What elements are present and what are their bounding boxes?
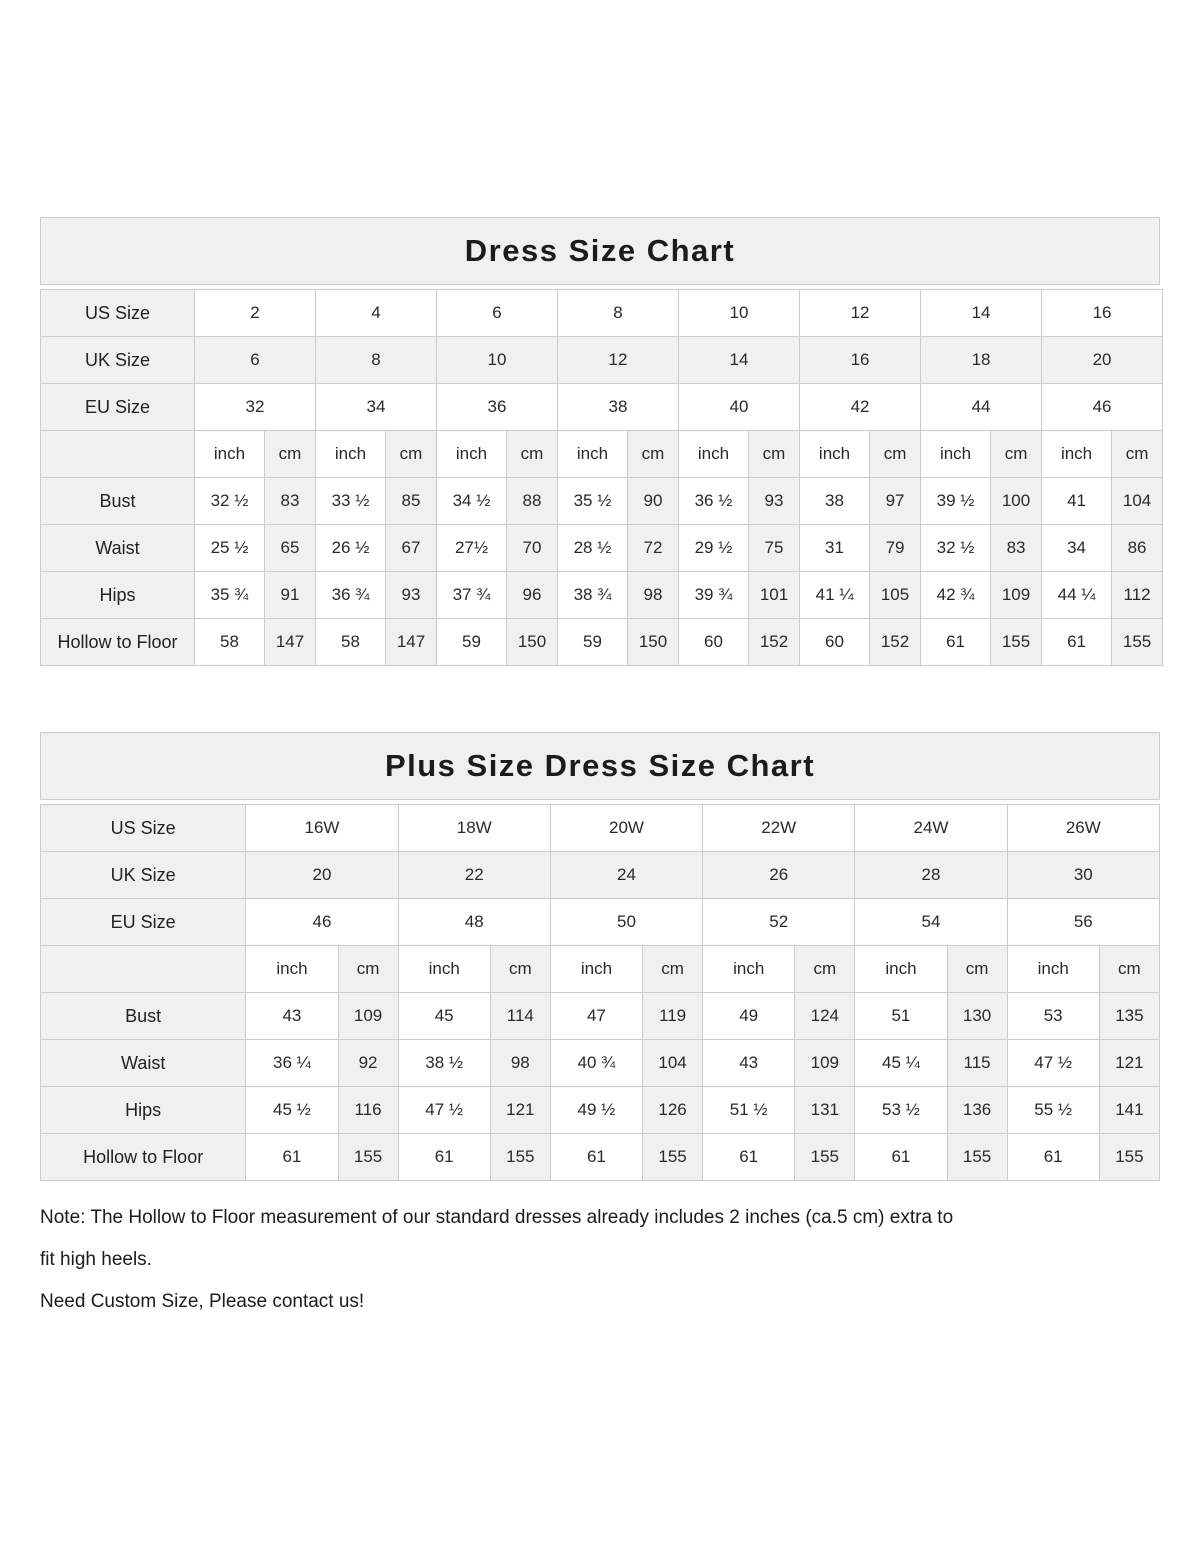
measure-value-cm: 86 <box>1112 525 1163 572</box>
size-value-cell: 4 <box>316 290 437 337</box>
size-row-eu-size <box>41 899 1160 946</box>
measure-value-cm: 79 <box>870 525 921 572</box>
size-row-eu-size <box>41 384 1163 431</box>
size-value-cell: 44 <box>921 384 1042 431</box>
measure-value-cm: 155 <box>1099 1134 1159 1181</box>
row-label-hips: Hips <box>41 1087 246 1134</box>
measure-value-cm: 150 <box>507 619 558 666</box>
measure-value-inch: 44 ¼ <box>1042 572 1112 619</box>
size-value-cell: 8 <box>558 290 679 337</box>
measure-value-inch: 61 <box>855 1134 947 1181</box>
unit-row-label-empty <box>41 431 195 478</box>
measure-value-cm: 109 <box>991 572 1042 619</box>
measure-row-hips <box>41 1087 1160 1134</box>
measure-value-cm: 101 <box>749 572 800 619</box>
measure-value-inch: 45 ½ <box>246 1087 338 1134</box>
unit-inch-label: inch <box>679 431 749 478</box>
plus-chart-title: Plus Size Dress Size Chart <box>40 732 1160 800</box>
plus-size-chart-section <box>40 732 1160 1181</box>
measure-value-inch: 43 <box>703 1040 795 1087</box>
size-value-cell: 18 <box>921 337 1042 384</box>
measure-value-cm: 147 <box>265 619 316 666</box>
size-value-cell: 18W <box>398 805 550 852</box>
row-label-uk-size: UK Size <box>41 852 246 899</box>
measure-value-inch: 34 <box>1042 525 1112 572</box>
measure-value-cm: 152 <box>749 619 800 666</box>
size-value-cell: 40 <box>679 384 800 431</box>
measure-value-inch: 43 <box>246 993 338 1040</box>
measure-value-inch: 61 <box>398 1134 490 1181</box>
unit-cm-label: cm <box>628 431 679 478</box>
measure-value-inch: 32 ½ <box>195 478 265 525</box>
measure-value-inch: 47 <box>550 993 642 1040</box>
measure-value-cm: 90 <box>628 478 679 525</box>
measure-value-cm: 116 <box>338 1087 398 1134</box>
measure-value-inch: 36 ½ <box>679 478 749 525</box>
size-row-uk-size <box>41 337 1163 384</box>
unit-cm-label: cm <box>1099 946 1159 993</box>
measure-value-inch: 51 <box>855 993 947 1040</box>
size-value-cell: 48 <box>398 899 550 946</box>
size-value-cell: 16W <box>246 805 398 852</box>
size-value-cell: 52 <box>703 899 855 946</box>
measure-value-cm: 109 <box>795 1040 855 1087</box>
plus-size-table <box>40 804 1160 1181</box>
measure-value-inch: 47 ½ <box>1007 1040 1099 1087</box>
unit-cm-label: cm <box>338 946 398 993</box>
measure-row-bust <box>41 478 1163 525</box>
measure-value-inch: 29 ½ <box>679 525 749 572</box>
measure-value-cm: 124 <box>795 993 855 1040</box>
measure-value-inch: 61 <box>550 1134 642 1181</box>
unit-row-label-empty <box>41 946 246 993</box>
size-row-us-size <box>41 805 1160 852</box>
measure-row-waist <box>41 525 1163 572</box>
measure-value-cm: 75 <box>749 525 800 572</box>
measure-value-cm: 100 <box>991 478 1042 525</box>
measure-row-bust <box>41 993 1160 1040</box>
unit-cm-label: cm <box>643 946 703 993</box>
size-value-cell: 10 <box>437 337 558 384</box>
size-value-cell: 38 <box>558 384 679 431</box>
measure-value-inch: 27½ <box>437 525 507 572</box>
size-value-cell: 12 <box>558 337 679 384</box>
row-label-waist: Waist <box>41 1040 246 1087</box>
unit-inch-label: inch <box>550 946 642 993</box>
size-value-cell: 20W <box>550 805 702 852</box>
note-line-3: Need Custom Size, Please contact us! <box>40 1291 365 1312</box>
size-value-cell: 22 <box>398 852 550 899</box>
measure-value-cm: 98 <box>490 1040 550 1087</box>
measure-value-inch: 39 ½ <box>921 478 991 525</box>
size-value-cell: 56 <box>1007 899 1159 946</box>
measure-value-cm: 65 <box>265 525 316 572</box>
measure-value-inch: 61 <box>703 1134 795 1181</box>
measure-row-waist <box>41 1040 1160 1087</box>
row-label-hollow-to-floor: Hollow to Floor <box>41 619 195 666</box>
measure-value-inch: 41 ¼ <box>800 572 870 619</box>
unit-inch-label: inch <box>437 431 507 478</box>
size-value-cell: 20 <box>246 852 398 899</box>
measure-value-inch: 59 <box>437 619 507 666</box>
size-value-cell: 8 <box>316 337 437 384</box>
size-value-cell: 30 <box>1007 852 1159 899</box>
measure-value-cm: 72 <box>628 525 679 572</box>
measure-value-inch: 39 ¾ <box>679 572 749 619</box>
measure-value-inch: 31 <box>800 525 870 572</box>
measure-value-inch: 58 <box>316 619 386 666</box>
measure-value-cm: 155 <box>490 1134 550 1181</box>
unit-cm-label: cm <box>386 431 437 478</box>
unit-cm-label: cm <box>1112 431 1163 478</box>
measure-value-cm: 83 <box>265 478 316 525</box>
unit-inch-label: inch <box>398 946 490 993</box>
measure-value-cm: 155 <box>991 619 1042 666</box>
standard-size-chart-section <box>40 217 1160 666</box>
measure-value-cm: 155 <box>1112 619 1163 666</box>
row-label-bust: Bust <box>41 478 195 525</box>
measure-value-inch: 59 <box>558 619 628 666</box>
size-value-cell: 26 <box>703 852 855 899</box>
standard-chart-title: Dress Size Chart <box>40 217 1160 285</box>
measure-value-cm: 147 <box>386 619 437 666</box>
measure-value-inch: 49 <box>703 993 795 1040</box>
size-value-cell: 10 <box>679 290 800 337</box>
measure-value-cm: 114 <box>490 993 550 1040</box>
measure-value-inch: 33 ½ <box>316 478 386 525</box>
measure-value-cm: 93 <box>749 478 800 525</box>
row-label-waist: Waist <box>41 525 195 572</box>
row-label-hips: Hips <box>41 572 195 619</box>
note-line-2: fit high heels. <box>40 1249 152 1270</box>
size-value-cell: 46 <box>246 899 398 946</box>
measure-value-cm: 126 <box>643 1087 703 1134</box>
measure-value-cm: 112 <box>1112 572 1163 619</box>
measure-value-cm: 155 <box>643 1134 703 1181</box>
unit-cm-label: cm <box>749 431 800 478</box>
measure-value-cm: 136 <box>947 1087 1007 1134</box>
measure-value-inch: 55 ½ <box>1007 1087 1099 1134</box>
size-value-cell: 14 <box>679 337 800 384</box>
unit-inch-label: inch <box>195 431 265 478</box>
measure-value-inch: 61 <box>246 1134 338 1181</box>
row-label-bust: Bust <box>41 993 246 1040</box>
size-value-cell: 12 <box>800 290 921 337</box>
measure-row-hollow-to-floor <box>41 1134 1160 1181</box>
unit-inch-label: inch <box>703 946 795 993</box>
measure-value-inch: 51 ½ <box>703 1087 795 1134</box>
size-value-cell: 20 <box>1042 337 1163 384</box>
row-label-eu-size: EU Size <box>41 384 195 431</box>
size-row-us-size <box>41 290 1163 337</box>
measure-value-cm: 85 <box>386 478 437 525</box>
measure-value-inch: 60 <box>800 619 870 666</box>
unit-cm-label: cm <box>490 946 550 993</box>
measure-value-inch: 25 ½ <box>195 525 265 572</box>
size-value-cell: 32 <box>195 384 316 431</box>
measure-value-inch: 47 ½ <box>398 1087 490 1134</box>
measure-value-cm: 92 <box>338 1040 398 1087</box>
measure-value-inch: 37 ¾ <box>437 572 507 619</box>
note-line-1: Note: The Hollow to Floor measurement of our standard dresses already includes 2 inches (ca.5 cm) extra to <box>40 1207 954 1228</box>
size-value-cell: 26W <box>1007 805 1159 852</box>
measure-value-inch: 58 <box>195 619 265 666</box>
measure-value-cm: 130 <box>947 993 1007 1040</box>
measure-value-inch: 49 ½ <box>550 1087 642 1134</box>
size-value-cell: 2 <box>195 290 316 337</box>
measure-value-cm: 155 <box>947 1134 1007 1181</box>
unit-inch-label: inch <box>246 946 338 993</box>
measure-value-cm: 93 <box>386 572 437 619</box>
unit-inch-label: inch <box>316 431 386 478</box>
unit-inch-label: inch <box>558 431 628 478</box>
unit-inch-label: inch <box>921 431 991 478</box>
size-value-cell: 42 <box>800 384 921 431</box>
measure-value-inch: 53 ½ <box>855 1087 947 1134</box>
measure-value-inch: 41 <box>1042 478 1112 525</box>
measure-value-cm: 91 <box>265 572 316 619</box>
measure-value-cm: 119 <box>643 993 703 1040</box>
note <box>40 1197 1160 1323</box>
measure-value-cm: 83 <box>991 525 1042 572</box>
unit-cm-label: cm <box>795 946 855 993</box>
size-value-cell: 24W <box>855 805 1007 852</box>
measure-value-cm: 115 <box>947 1040 1007 1087</box>
size-value-cell: 54 <box>855 899 1007 946</box>
unit-cm-label: cm <box>870 431 921 478</box>
measure-value-inch: 61 <box>1007 1134 1099 1181</box>
measure-value-cm: 150 <box>628 619 679 666</box>
row-label-eu-size: EU Size <box>41 899 246 946</box>
measure-value-inch: 45 <box>398 993 490 1040</box>
size-value-cell: 34 <box>316 384 437 431</box>
measure-value-cm: 109 <box>338 993 398 1040</box>
size-value-cell: 36 <box>437 384 558 431</box>
size-value-cell: 14 <box>921 290 1042 337</box>
measure-value-inch: 45 ¼ <box>855 1040 947 1087</box>
unit-inch-label: inch <box>1042 431 1112 478</box>
size-value-cell: 6 <box>195 337 316 384</box>
measure-value-cm: 155 <box>338 1134 398 1181</box>
measure-value-cm: 96 <box>507 572 558 619</box>
measure-value-cm: 131 <box>795 1087 855 1134</box>
measure-value-inch: 38 ½ <box>398 1040 490 1087</box>
measure-value-cm: 121 <box>1099 1040 1159 1087</box>
measure-value-inch: 53 <box>1007 993 1099 1040</box>
size-value-cell: 50 <box>550 899 702 946</box>
measure-value-inch: 61 <box>921 619 991 666</box>
measure-value-inch: 35 ¾ <box>195 572 265 619</box>
row-label-us-size: US Size <box>41 805 246 852</box>
measure-value-cm: 135 <box>1099 993 1159 1040</box>
unit-inch-label: inch <box>1007 946 1099 993</box>
unit-cm-label: cm <box>265 431 316 478</box>
measure-value-inch: 35 ½ <box>558 478 628 525</box>
row-label-us-size: US Size <box>41 290 195 337</box>
measure-row-hips <box>41 572 1163 619</box>
measure-value-inch: 36 ¾ <box>316 572 386 619</box>
measure-value-inch: 61 <box>1042 619 1112 666</box>
size-value-cell: 46 <box>1042 384 1163 431</box>
measure-value-cm: 141 <box>1099 1087 1159 1134</box>
unit-inch-label: inch <box>855 946 947 993</box>
measure-value-cm: 121 <box>490 1087 550 1134</box>
measure-value-inch: 32 ½ <box>921 525 991 572</box>
measure-value-inch: 36 ¼ <box>246 1040 338 1087</box>
unit-inch-label: inch <box>800 431 870 478</box>
measure-value-cm: 98 <box>628 572 679 619</box>
measure-value-cm: 67 <box>386 525 437 572</box>
size-value-cell: 16 <box>800 337 921 384</box>
unit-cm-label: cm <box>507 431 558 478</box>
unit-cm-label: cm <box>947 946 1007 993</box>
measure-value-inch: 38 ¾ <box>558 572 628 619</box>
size-value-cell: 28 <box>855 852 1007 899</box>
measure-value-cm: 70 <box>507 525 558 572</box>
measure-row-hollow-to-floor <box>41 619 1163 666</box>
measure-value-cm: 152 <box>870 619 921 666</box>
unit-header-row <box>41 431 1163 478</box>
measure-value-cm: 104 <box>1112 478 1163 525</box>
size-value-cell: 24 <box>550 852 702 899</box>
standard-size-table <box>40 289 1163 666</box>
measure-value-inch: 40 ¾ <box>550 1040 642 1087</box>
measure-value-inch: 34 ½ <box>437 478 507 525</box>
measure-value-inch: 60 <box>679 619 749 666</box>
unit-header-row <box>41 946 1160 993</box>
row-label-hollow-to-floor: Hollow to Floor <box>41 1134 246 1181</box>
size-value-cell: 16 <box>1042 290 1163 337</box>
measure-value-inch: 42 ¾ <box>921 572 991 619</box>
measure-value-cm: 105 <box>870 572 921 619</box>
size-value-cell: 6 <box>437 290 558 337</box>
measure-value-inch: 26 ½ <box>316 525 386 572</box>
size-value-cell: 22W <box>703 805 855 852</box>
measure-value-cm: 97 <box>870 478 921 525</box>
measure-value-cm: 155 <box>795 1134 855 1181</box>
measure-value-inch: 38 <box>800 478 870 525</box>
measure-value-cm: 104 <box>643 1040 703 1087</box>
row-label-uk-size: UK Size <box>41 337 195 384</box>
measure-value-cm: 88 <box>507 478 558 525</box>
measure-value-inch: 28 ½ <box>558 525 628 572</box>
size-row-uk-size <box>41 852 1160 899</box>
unit-cm-label: cm <box>991 431 1042 478</box>
